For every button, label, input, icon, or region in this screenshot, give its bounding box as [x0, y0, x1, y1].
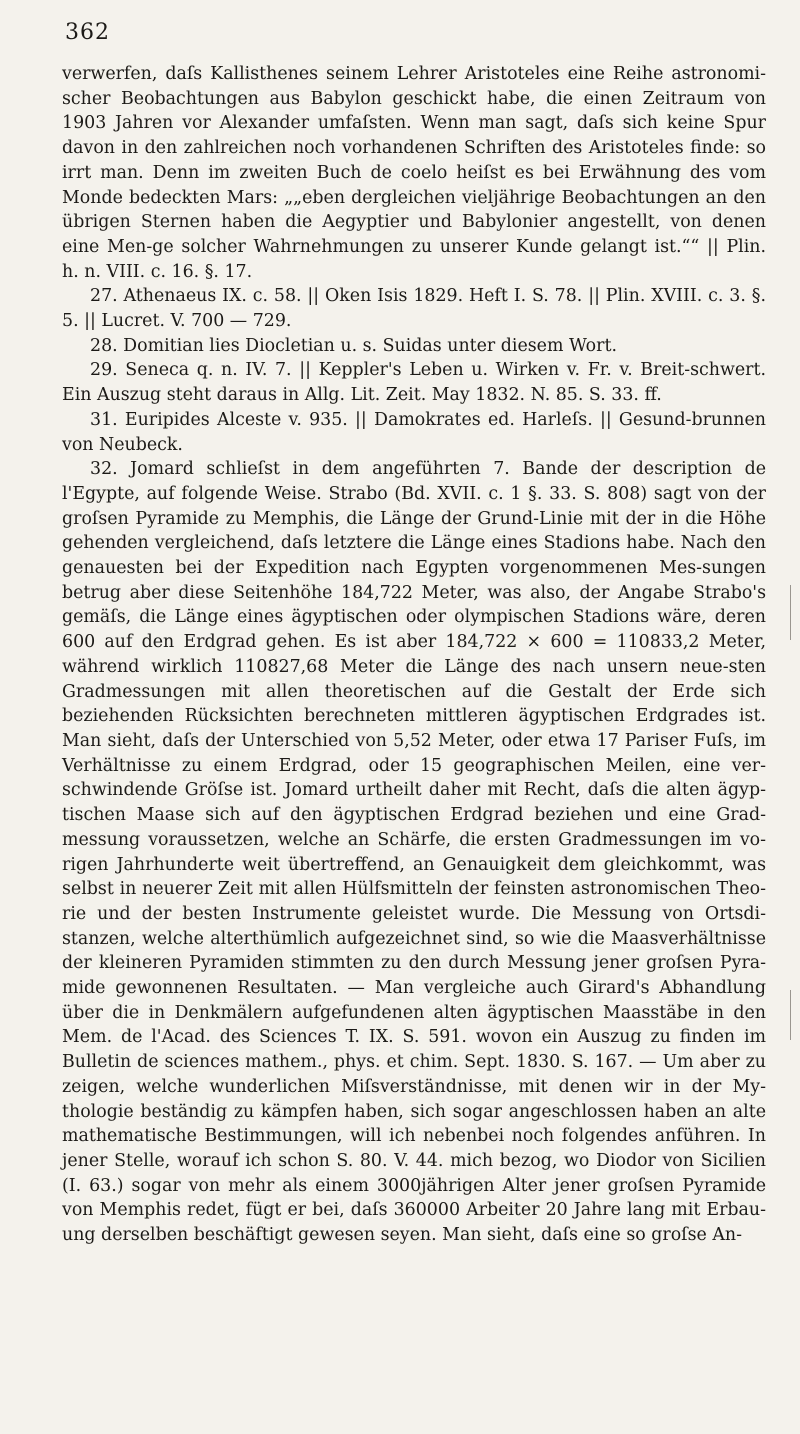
note-27: 27. Athenaeus IX. c. 58. || Oken Isis 1829. Heft I. S. 78. || Plin. XVIII. c. 3. §. 5. || Lucret. V. 700 — 729. — [62, 286, 766, 332]
page-body-text — [62, 62, 766, 1248]
note-32: 32. Jomard schlieſst in dem angeführten 7. Bande der description de l'Egypte, auf folgende Weise. Strabo (Bd. XVII. c. 1 §. 33. S. 808) sagt von der groſsen Pyramide zu Memphis, die Länge der Grund-Linie mit der in die Höhe gehenden vergleichend, daſs letztere die Länge eines Stadions habe. Nach den genauesten bei der Expedition nach Egypten vorgenommenen Mes-sungen betrug aber diese Seitenhöhe 184,722 Meter, was also, der Angabe Strabo's gemäſs, die Länge eines ägyptischen oder olympischen Stadions wäre, deren 600 auf den Erdgrad gehen. Es ist aber 184,722 × 600 = 110833,2 Meter, während wirklich 110827,68 Meter die Länge des nach unsern neue-sten Gradmessungen mit allen theoretischen auf die Gestalt der Erde sich beziehenden Rücksichten berechneten mittleren ägyptischen Erdgrades ist. Man sieht, daſs der Unterschied von 5,52 Meter, oder etwa 17 Pariser Fuſs, im Verhältnisse zu einem Erdgrad, oder 15 geographischen Meilen, eine ver-schwindende Gröſse ist. Jomard urtheilt daher mit Recht, daſs die alten ägyp-tischen Maase sich auf den ägyptischen Erdgrad beziehen und eine Grad-messung voraussetzen, welche an Schärfe, die ersten Gradmessungen im vo-rigen Jahrhunderte weit übertreffend, an Genauigkeit dem gleichkommt, was selbst in neuerer Zeit mit allen Hülfsmitteln der feinsten astronomischen Theo-rie und der besten Instrumente geleistet wurde. Die Messung von Ortsdi-stanzen, welche alterthümlich aufgezeichnet sind, so wie die Maasverhältnisse der kleineren Pyramiden stimmten zu den durch Messung jener groſsen Pyra-mide gewonnenen Resultaten. — Man vergleiche auch Girard's Abhandlung über die in Denkmälern aufgefundenen alten ägyptischen Maasstäbe in den Mem. de l'Acad. des Sciences T. IX. S. 591. wovon ein Auszug zu finden im Bulletin de sciences mathem., phys. et chim. Sept. 1830. S. 167. — Um aber zu zeigen, welche wunderlichen Miſsverständnisse, mit denen wir in der My-thologie beständig zu kämpfen haben, sich sogar angeschlossen haben an alte mathematische Bestimmungen, will ich nebenbei noch folgendes anführen. In jener Stelle, worauf ich schon S. 80. V. 44. mich bezog, wo Diodor von Sicilien (I. 63.) sogar von mehr als einem 3000jährigen Alter jener groſsen Pyramide von Memphis redet, fügt er bei, daſs 360000 Arbeiter 20 Jahre lang mit Erbau-ung derselben beschäftigt gewesen seyen. Man sieht, daſs eine so groſse An- — [62, 459, 766, 1246]
note-31: 31. Euripides Alceste v. 935. || Damokrates ed. Harleſs. || Gesund-brunnen von Neubeck. — [62, 409, 766, 455]
margin-line-mark — [790, 990, 791, 1040]
paragraph-continuation: verwerfen, daſs Kallisthenes seinem Lehrer Aristoteles eine Reihe astronomi-scher Beobachtungen aus Babylon geschickt habe, die einen Zeitraum von 1903 Jahren vor Alexander umfaſsten. Wenn man sagt, daſs sich keine Spur davon in den zahlreichen noch vorhandenen Schriften des Aristoteles finde: so irrt man. Denn im zweiten Buch de coelo heiſst es bei Erwähnung des vom Monde bedeckten Mars: „„eben dergleichen vieljährige Beobachtungen an den übrigen Sternen haben die Aegyptier und Babylonier angestellt, von denen eine Men-ge solcher Wahrnehmungen zu unserer Kunde gelangt ist.““ || Plin. h. n. VIII. c. 16. §. 17. — [62, 64, 766, 282]
note-29: 29. Seneca q. n. IV. 7. || Keppler's Leben u. Wirken v. Fr. v. Breit-schwert. Ein Auszug steht daraus in Allg. Lit. Zeit. May 1832. N. 85. S. 33. ff. — [62, 360, 766, 406]
margin-line-mark — [790, 585, 791, 640]
page-number: 362 — [65, 20, 110, 45]
note-28: 28. Domitian lies Diocletian u. s. Suidas unter diesem Wort. — [90, 335, 617, 356]
